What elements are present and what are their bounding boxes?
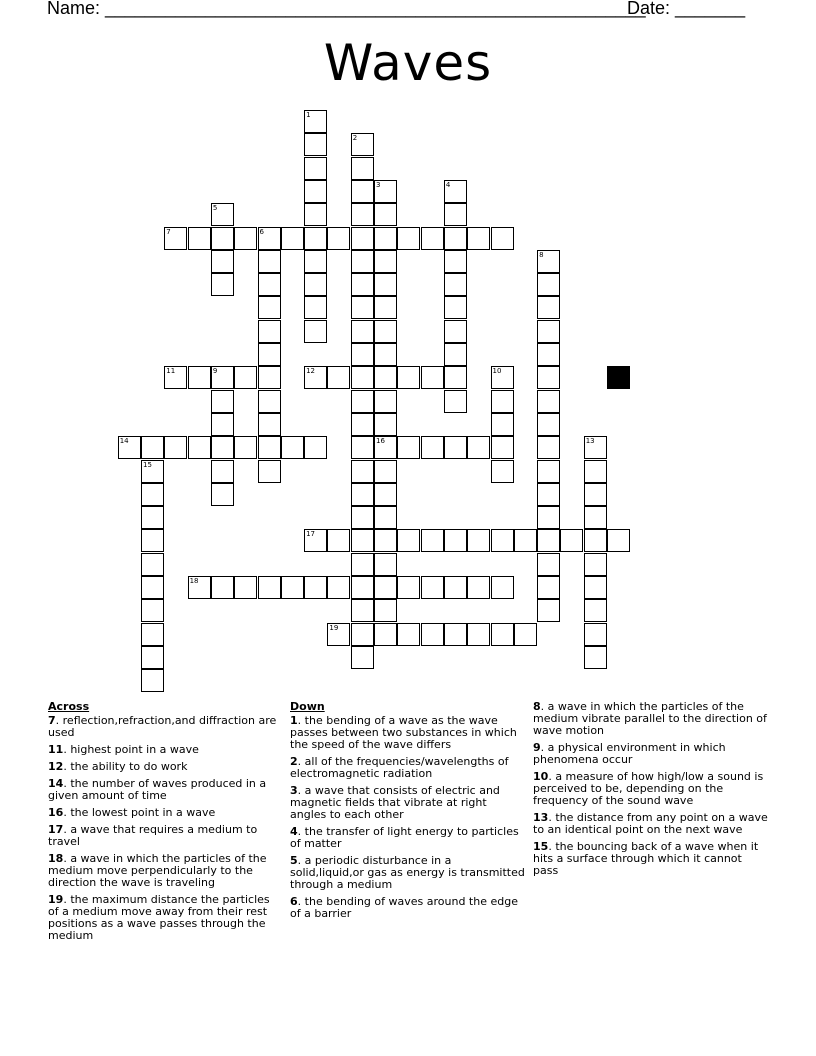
grid-cell[interactable] bbox=[234, 227, 257, 250]
grid-cell[interactable] bbox=[351, 506, 374, 529]
clue-number: 8 bbox=[539, 250, 544, 259]
grid-cell[interactable] bbox=[537, 296, 560, 319]
grid-cell[interactable] bbox=[397, 576, 420, 599]
grid-cell[interactable] bbox=[304, 320, 327, 343]
grid-cell[interactable] bbox=[304, 296, 327, 319]
grid-cell[interactable] bbox=[258, 366, 281, 389]
grid-cell[interactable] bbox=[444, 273, 467, 296]
clue-text: the number of waves produced in a given amount of time bbox=[48, 777, 267, 802]
clue-text: the transfer of light energy to particles of matter bbox=[290, 825, 519, 850]
across-clues bbox=[48, 701, 283, 947]
clue-item: 7. reflection,refraction,and diffraction are used bbox=[48, 714, 277, 739]
clue-item: 12. the ability to do work bbox=[48, 760, 188, 773]
grid-cell[interactable] bbox=[467, 576, 490, 599]
grid-cell[interactable] bbox=[211, 460, 234, 483]
clue-number: 12 bbox=[306, 367, 316, 376]
grid-cell[interactable] bbox=[164, 436, 187, 459]
grid-cell[interactable] bbox=[491, 436, 514, 459]
clue-item: 10. a measure of how high/low a sound is perceived to be, depending on the frequency of the sound wave bbox=[533, 770, 764, 807]
clue-number: 2 bbox=[352, 134, 358, 143]
grid-cell[interactable] bbox=[397, 623, 420, 646]
grid-cell[interactable] bbox=[537, 413, 560, 436]
clue-number: 12 bbox=[48, 760, 64, 773]
grid-cell[interactable] bbox=[351, 599, 374, 622]
down-clues-continued bbox=[533, 701, 768, 882]
grid-cell[interactable] bbox=[327, 366, 350, 389]
grid-cell[interactable] bbox=[584, 553, 607, 576]
grid-cell[interactable] bbox=[444, 529, 467, 552]
clue-text: a measure of how high/low a sound is perceived to be, depending on the frequency of the sound wave bbox=[533, 770, 764, 807]
clue-number: 18 bbox=[189, 577, 199, 585]
grid-cell[interactable] bbox=[327, 623, 350, 646]
clue-item: 1. the bending of a wave as the wave passes between two substances in which the speed of the wave differs bbox=[290, 714, 517, 751]
grid-cell[interactable] bbox=[444, 203, 467, 226]
clue-number: 10 bbox=[492, 367, 502, 376]
black-square bbox=[607, 366, 630, 389]
grid-cell[interactable] bbox=[374, 296, 397, 319]
grid-cell[interactable] bbox=[141, 436, 164, 459]
clue-number: 15 bbox=[143, 460, 152, 469]
grid-cell[interactable] bbox=[444, 227, 467, 250]
grid-cell[interactable] bbox=[327, 529, 350, 552]
page-title: Waves bbox=[323, 34, 493, 92]
grid-cell[interactable] bbox=[351, 273, 374, 296]
clue-number: 11 bbox=[48, 743, 64, 756]
grid-cell[interactable] bbox=[584, 483, 607, 506]
grid-cell[interactable] bbox=[258, 413, 281, 436]
grid-cell[interactable] bbox=[141, 529, 164, 552]
grid-cell[interactable] bbox=[444, 366, 467, 389]
grid-cell[interactable] bbox=[374, 343, 397, 366]
clue-number: 3 bbox=[290, 784, 298, 797]
grid-cell[interactable] bbox=[421, 227, 444, 250]
clue-item: 8. a wave in which the particles of the medium vibrate parallel to the direction of wave motion bbox=[533, 700, 767, 737]
grid-cell[interactable] bbox=[374, 576, 397, 599]
clue-item: 2. all of the frequencies/wavelengths of electromagnetic radiation bbox=[290, 755, 509, 780]
grid-cell[interactable] bbox=[397, 366, 420, 389]
grid-cell[interactable] bbox=[374, 506, 397, 529]
clue-number: 19 bbox=[48, 893, 64, 906]
grid-cell[interactable] bbox=[141, 553, 164, 576]
grid-cell[interactable] bbox=[304, 227, 327, 250]
grid-cell[interactable] bbox=[141, 669, 164, 692]
clue-text: a wave in which the particles of the medium move perpendicularly to the direction the wave is traveling bbox=[48, 852, 267, 889]
clue-number: 3 bbox=[376, 180, 381, 189]
down-clues bbox=[290, 701, 526, 925]
grid-cell[interactable] bbox=[304, 157, 327, 180]
grid-cell[interactable] bbox=[211, 390, 234, 413]
clue-text: the distance from any point on a wave to an identical point on the next wave bbox=[533, 811, 768, 836]
grid-cell[interactable] bbox=[374, 227, 397, 250]
grid-cell[interactable] bbox=[351, 413, 374, 436]
clue-text: a wave that consists of electric and magnetic fields that vibrate at right angles to each other bbox=[290, 784, 500, 821]
grid-cell[interactable] bbox=[351, 296, 374, 319]
grid-cell[interactable] bbox=[211, 250, 234, 273]
grid-cell[interactable] bbox=[537, 343, 560, 366]
grid-cell[interactable] bbox=[537, 390, 560, 413]
grid-cell[interactable] bbox=[304, 436, 327, 459]
clue-number: 1 bbox=[306, 111, 311, 119]
grid-cell[interactable] bbox=[351, 157, 374, 180]
grid-cell[interactable] bbox=[374, 320, 397, 343]
clue-item: 9. a physical environment in which phenomena occur bbox=[533, 741, 726, 766]
grid-cell[interactable] bbox=[444, 296, 467, 319]
grid-cell[interactable] bbox=[491, 576, 514, 599]
clue-item: 5. a periodic disturbance in a solid,liquid,or gas as energy is transmitted through a medium bbox=[290, 854, 525, 891]
grid-cell[interactable] bbox=[211, 366, 234, 389]
clue-number: 16 bbox=[48, 806, 64, 819]
grid-cell[interactable] bbox=[304, 250, 327, 273]
clue-text: the maximum distance the particles of a medium move away from their rest positions as a wave passes through the medium bbox=[48, 893, 270, 942]
grid-cell[interactable] bbox=[351, 460, 374, 483]
grid-cell[interactable] bbox=[374, 460, 397, 483]
grid-cell[interactable] bbox=[304, 180, 327, 203]
grid-cell[interactable] bbox=[444, 250, 467, 273]
clue-number: 8 bbox=[533, 700, 541, 713]
clue-item: 19. the maximum distance the particles of a medium move away from their rest positions as a wave passes through the medium bbox=[48, 893, 270, 942]
clue-text: a periodic disturbance in a solid,liquid,or gas as energy is transmitted through a medium bbox=[290, 854, 525, 891]
grid-cell[interactable] bbox=[444, 390, 467, 413]
grid-cell[interactable] bbox=[327, 576, 350, 599]
clue-item: 15. the bouncing back of a wave when it hits a surface through which it cannot pass bbox=[533, 840, 759, 877]
grid-cell[interactable] bbox=[351, 553, 374, 576]
clue-text: reflection,refraction,and diffraction are used bbox=[48, 714, 277, 739]
grid-cell[interactable] bbox=[467, 623, 490, 646]
grid-cell[interactable] bbox=[491, 529, 514, 552]
grid-cell[interactable] bbox=[304, 203, 327, 226]
grid-cell[interactable] bbox=[188, 227, 211, 250]
grid-cell[interactable] bbox=[351, 529, 374, 552]
grid-cell[interactable] bbox=[351, 203, 374, 226]
grid-cell[interactable] bbox=[351, 133, 374, 156]
grid-cell[interactable] bbox=[234, 576, 257, 599]
grid-cell[interactable] bbox=[351, 436, 374, 459]
clue-item: 6. the bending of waves around the edge of a barrier bbox=[290, 895, 518, 920]
grid-cell[interactable] bbox=[584, 646, 607, 669]
clue-number: 10 bbox=[533, 770, 549, 783]
grid-cell[interactable] bbox=[560, 529, 583, 552]
clue-number: 7 bbox=[166, 227, 171, 236]
grid-cell[interactable] bbox=[374, 180, 397, 203]
clue-number: 5 bbox=[290, 854, 298, 867]
clue-text: the lowest point in a wave bbox=[70, 806, 216, 819]
clue-text: all of the frequencies/wavelengths of electromagnetic radiation bbox=[290, 755, 509, 780]
grid-cell[interactable] bbox=[281, 576, 304, 599]
grid-cell[interactable] bbox=[211, 436, 234, 459]
grid-cell[interactable] bbox=[584, 623, 607, 646]
grid-cell[interactable] bbox=[514, 623, 537, 646]
grid-cell[interactable] bbox=[444, 343, 467, 366]
clue-item: 3. a wave that consists of electric and magnetic fields that vibrate at right angles to each other bbox=[290, 784, 500, 821]
grid-cell[interactable] bbox=[258, 250, 281, 273]
grid-cell[interactable] bbox=[351, 343, 374, 366]
clue-text: highest point in a wave bbox=[70, 743, 199, 756]
grid-cell[interactable] bbox=[304, 273, 327, 296]
header bbox=[0, 0, 816, 24]
grid-cell[interactable] bbox=[258, 460, 281, 483]
grid-cell[interactable] bbox=[141, 646, 164, 669]
grid-cell[interactable] bbox=[397, 529, 420, 552]
grid-cell[interactable] bbox=[537, 460, 560, 483]
grid-cell[interactable] bbox=[374, 250, 397, 273]
grid-cell[interactable] bbox=[374, 413, 397, 436]
clue-number: 6 bbox=[290, 895, 298, 908]
clue-number: 9 bbox=[212, 367, 218, 376]
grid-cell[interactable] bbox=[188, 576, 211, 599]
clue-item: 14. the number of waves produced in a given amount of time bbox=[48, 777, 267, 802]
grid-cell[interactable] bbox=[467, 436, 490, 459]
grid-cell[interactable] bbox=[374, 273, 397, 296]
grid-cell[interactable] bbox=[584, 599, 607, 622]
grid-cell[interactable] bbox=[234, 436, 257, 459]
grid-cell[interactable] bbox=[141, 506, 164, 529]
grid-cell[interactable] bbox=[258, 227, 281, 250]
grid-cell[interactable] bbox=[584, 529, 607, 552]
grid-cell[interactable] bbox=[351, 576, 374, 599]
clue-number: 14 bbox=[119, 437, 129, 446]
grid-cell[interactable] bbox=[584, 506, 607, 529]
grid-cell[interactable] bbox=[491, 227, 514, 250]
grid-cell[interactable] bbox=[258, 576, 281, 599]
grid-cell[interactable] bbox=[537, 576, 560, 599]
grid-cell[interactable] bbox=[444, 436, 467, 459]
clue-number: 4 bbox=[445, 180, 451, 189]
clue-number: 17 bbox=[48, 823, 64, 836]
grid-cell[interactable] bbox=[327, 227, 350, 250]
grid-cell[interactable] bbox=[607, 529, 630, 552]
clue-number: 1 bbox=[290, 714, 298, 727]
clue-number: 2 bbox=[290, 755, 298, 768]
grid-cell[interactable] bbox=[374, 366, 397, 389]
grid-cell[interactable] bbox=[374, 436, 397, 459]
grid-cell[interactable] bbox=[421, 529, 444, 552]
grid-cell[interactable] bbox=[141, 623, 164, 646]
grid-cell[interactable] bbox=[537, 483, 560, 506]
grid-cell[interactable] bbox=[188, 436, 211, 459]
grid-cell[interactable] bbox=[351, 646, 374, 669]
clue-text: a wave that requires a medium to travel bbox=[48, 823, 258, 848]
grid-cell[interactable] bbox=[421, 366, 444, 389]
grid-cell[interactable] bbox=[537, 250, 560, 273]
grid-cell[interactable] bbox=[211, 483, 234, 506]
grid-cell[interactable] bbox=[537, 320, 560, 343]
grid-cell[interactable] bbox=[444, 623, 467, 646]
grid-cell[interactable] bbox=[421, 576, 444, 599]
grid-cell[interactable] bbox=[397, 436, 420, 459]
grid-cell[interactable] bbox=[514, 529, 537, 552]
clue-item: 17. a wave that requires a medium to travel bbox=[48, 823, 258, 848]
clue-number: 9 bbox=[533, 741, 541, 754]
clue-item: 13. the distance from any point on a wave to an identical point on the next wave bbox=[533, 811, 768, 836]
grid-cell[interactable] bbox=[444, 180, 467, 203]
grid-cell[interactable] bbox=[304, 110, 327, 133]
grid-cell[interactable] bbox=[467, 529, 490, 552]
grid-cell[interactable] bbox=[491, 413, 514, 436]
clue-number: 14 bbox=[48, 777, 64, 790]
grid-cell[interactable] bbox=[211, 576, 234, 599]
grid-cell[interactable] bbox=[537, 529, 560, 552]
grid-cell[interactable] bbox=[444, 576, 467, 599]
grid-cell[interactable] bbox=[374, 483, 397, 506]
grid-cell[interactable] bbox=[351, 483, 374, 506]
grid-cell[interactable] bbox=[281, 227, 304, 250]
grid-cell[interactable] bbox=[304, 133, 327, 156]
grid-cell[interactable] bbox=[421, 623, 444, 646]
grid-cell[interactable] bbox=[141, 483, 164, 506]
grid-cell[interactable] bbox=[374, 553, 397, 576]
grid-cell[interactable] bbox=[351, 180, 374, 203]
grid-cell[interactable] bbox=[304, 576, 327, 599]
grid-cell[interactable] bbox=[304, 366, 327, 389]
grid-cell[interactable] bbox=[491, 460, 514, 483]
grid-cell[interactable] bbox=[211, 413, 234, 436]
grid-cell[interactable] bbox=[467, 227, 490, 250]
grid-cell[interactable] bbox=[374, 623, 397, 646]
grid-cell[interactable] bbox=[211, 227, 234, 250]
grid-cell[interactable] bbox=[537, 273, 560, 296]
clue-text: a physical environment in which phenomena occur bbox=[533, 741, 726, 766]
grid-cell[interactable] bbox=[584, 460, 607, 483]
grid-cell[interactable] bbox=[351, 227, 374, 250]
grid-cell[interactable] bbox=[351, 320, 374, 343]
clue-number: 17 bbox=[306, 530, 316, 539]
grid-cell[interactable] bbox=[304, 529, 327, 552]
grid-cell[interactable] bbox=[258, 390, 281, 413]
grid-cell[interactable] bbox=[281, 436, 304, 459]
grid-cell[interactable] bbox=[421, 436, 444, 459]
clue-text: a wave in which the particles of the medium vibrate parallel to the direction of wave motion bbox=[533, 700, 767, 737]
grid-cell[interactable] bbox=[397, 227, 420, 250]
grid-cell[interactable] bbox=[444, 320, 467, 343]
name-field-label[interactable]: Name: ______________________________________________________ bbox=[47, 0, 646, 18]
date-field-label[interactable]: Date: _______ bbox=[627, 0, 746, 18]
down-heading: Down bbox=[290, 700, 325, 713]
clue-number: 11 bbox=[166, 367, 176, 376]
grid-cell[interactable] bbox=[118, 436, 141, 459]
clue-number: 6 bbox=[259, 227, 264, 236]
clue-number: 16 bbox=[376, 437, 385, 446]
clue-item: 18. a wave in which the particles of the medium move perpendicularly to the direction the wave is traveling bbox=[48, 852, 267, 889]
grid-cell[interactable] bbox=[258, 273, 281, 296]
grid-cell[interactable] bbox=[351, 623, 374, 646]
clue-number: 13 bbox=[533, 811, 549, 824]
grid-cell[interactable] bbox=[491, 390, 514, 413]
clue-text: the ability to do work bbox=[70, 760, 188, 773]
grid-cell[interactable] bbox=[374, 390, 397, 413]
grid-cell[interactable] bbox=[141, 576, 164, 599]
clue-text: the bouncing back of a wave when it hits a surface through which it cannot pass bbox=[533, 840, 759, 877]
clue-text: the bending of waves around the edge of a barrier bbox=[290, 895, 518, 920]
clue-text: the bending of a wave as the wave passes between two substances in which the speed of the wave differs bbox=[290, 714, 517, 751]
grid-cell[interactable] bbox=[584, 436, 607, 459]
grid-cell[interactable] bbox=[258, 320, 281, 343]
clue-number: 7 bbox=[48, 714, 56, 727]
grid-cell[interactable] bbox=[258, 296, 281, 319]
grid-cell[interactable] bbox=[537, 506, 560, 529]
grid-cell[interactable] bbox=[537, 553, 560, 576]
clue-item: 4. the transfer of light energy to particles of matter bbox=[290, 825, 519, 850]
clue-number: 19 bbox=[329, 623, 339, 632]
grid-cell[interactable] bbox=[351, 366, 374, 389]
across-heading: Across bbox=[48, 700, 90, 713]
grid-cell[interactable] bbox=[211, 273, 234, 296]
grid-cell[interactable] bbox=[351, 250, 374, 273]
grid-cell[interactable] bbox=[141, 599, 164, 622]
clue-item: 16. the lowest point in a wave bbox=[48, 806, 216, 819]
grid-cell[interactable] bbox=[188, 366, 211, 389]
grid-cell[interactable] bbox=[141, 460, 164, 483]
clue-number: 15 bbox=[533, 840, 549, 853]
grid-cell[interactable] bbox=[537, 436, 560, 459]
grid-cell[interactable] bbox=[584, 576, 607, 599]
grid-cell[interactable] bbox=[164, 366, 187, 389]
clue-number: 5 bbox=[212, 204, 218, 213]
grid-cell[interactable] bbox=[258, 343, 281, 366]
grid-cell[interactable] bbox=[537, 366, 560, 389]
clue-number: 18 bbox=[48, 852, 64, 865]
grid-cell[interactable] bbox=[491, 366, 514, 389]
grid-cell[interactable] bbox=[374, 599, 397, 622]
grid-cell[interactable] bbox=[374, 203, 397, 226]
grid-cell[interactable] bbox=[351, 390, 374, 413]
grid-cell[interactable] bbox=[234, 366, 257, 389]
grid-cell[interactable] bbox=[211, 203, 234, 226]
grid-cell[interactable] bbox=[164, 227, 187, 250]
grid-cell[interactable] bbox=[491, 623, 514, 646]
clue-number: 13 bbox=[585, 437, 595, 446]
grid-cell[interactable] bbox=[258, 436, 281, 459]
clue-item: 11. highest point in a wave bbox=[48, 743, 199, 756]
clue-number: 4 bbox=[290, 825, 298, 838]
grid-cell[interactable] bbox=[537, 599, 560, 622]
grid-cell[interactable] bbox=[374, 529, 397, 552]
